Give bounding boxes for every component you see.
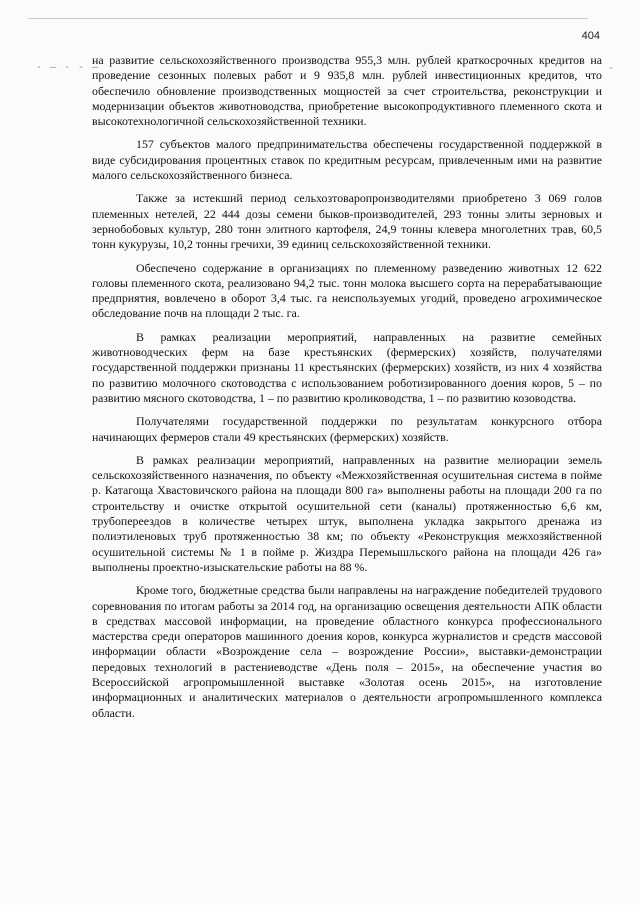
scan-border-line: [28, 18, 588, 19]
scan-artifact-left: · — - - —: [36, 63, 100, 74]
paragraph-breeding: Обеспечено содержание в организациях по племенному разведению животных 12 622 головы племенного скота, реализовано 94,2 тыс. тонн молока высшего сорта на перерабатывающие предприятия, вовлечено в оборот 3,4 тыс. га неиспользуемых угодий, проведено агрохимическое обследование почв на площади 2 тыс. га.: [92, 260, 602, 321]
paragraph-beginning-farmers: Получателями государственной поддержки по результатам конкурсного отбора начинающих фермеров стали 49 крестьянских (фермерских) хозяйств.: [92, 414, 602, 444]
document-body: [92, 53, 602, 729]
scan-artifact-right: -: [608, 64, 616, 75]
paragraph-credit-support: на развитие сельскохозяйственного производства 955,3 млн. рублей краткосрочных кредитов на проведение сезонных полевых работ и 9 935,8 млн. рублей инвестиционных кредитов, что обеспечило обновление производственных мощностей за счет строительства, реконструкции и модернизации объектов животноводства, приобретение высокопродуктивного племенного скота и высокотехнологичной сельскохозяйственной техники.: [92, 53, 602, 129]
paragraph-budget-funds: Кроме того, бюджетные средства были направлены на награждение победителей трудового соревнования по итогам работы за 2014 год, на организацию освещения деятельности АПК области в средствах массовой информации, на проведение областного конкурса профессионального мастерства среди операторов машинного доения коров, конкурса журналистов и средств массовой информации области «Возрождение села – возрождение России», выставки-демонстрации передовых технологий в растениеводстве «День поля – 2015», на обеспечение участия во Всероссийской агропромышленной выставке «Золотая осень 2015», на изготовление информационных и аналитических материалов о деятельности агропромышленного комплекса области.: [92, 583, 602, 720]
paragraph-small-business: 157 субъектов малого предпринимательства обеспечены государственной поддержкой в виде субсидирования процентных ставок по кредитным ресурсам, привлеченным ими на развитие малого сельскохозяйственного бизнеса.: [92, 137, 602, 183]
paragraph-family-farms: В рамках реализации мероприятий, направленных на развитие семейных животноводческих ферм на базе крестьянских (фермерских) хозяйств, получателями государственной поддержки признаны 11 крестьянских (фермерских) хозяйств, из них 4 хозяйства по развитию молочного скотоводства с использованием роботизированного доения коров, 5 – по развитию мясного скотоводства, 1 – по развитию кролиководства, 1 – по развитию козоводства.: [92, 329, 602, 405]
paragraph-melioration: В рамках реализации мероприятий, направленных на развитие мелиорации земель сельскохозяйственного назначения, по объекту «Межхозяйственная осушительная система в пойме р. Катагоща Хвастовичского района на площади 800 га» выполнены работы на площади 200 га по строительству и очистке открытой осушительной сети (каналы) протяженностью 6,6 км, трубопереездов в количестве четырех штук, выполнена укладка закрытого дренажа из полиэтиленовых труб протяженностью 38 км; по объекту «Реконструкция межхозяйственной осушительной системы № 1 в пойме р. Жиздра Перемышльского района на площади 426 га» выполнены проектно-изыскательские работы на 88 %.: [92, 452, 602, 574]
paragraph-acquisitions: Также за истекший период сельхозтоваропроизводителями приобретено 3 069 голов племенных нетелей, 22 444 дозы семени быков-производителей, 293 тонны элиты зерновых и зернобобовых культур, 280 тонн элитного картофеля, 24,9 тонны клевера многолетних трав, 60,5 тонн кукурузы, 10,2 тонны гречихи, 39 единиц сельскохозяйственной техники.: [92, 191, 602, 252]
page-number: 404: [581, 30, 600, 42]
